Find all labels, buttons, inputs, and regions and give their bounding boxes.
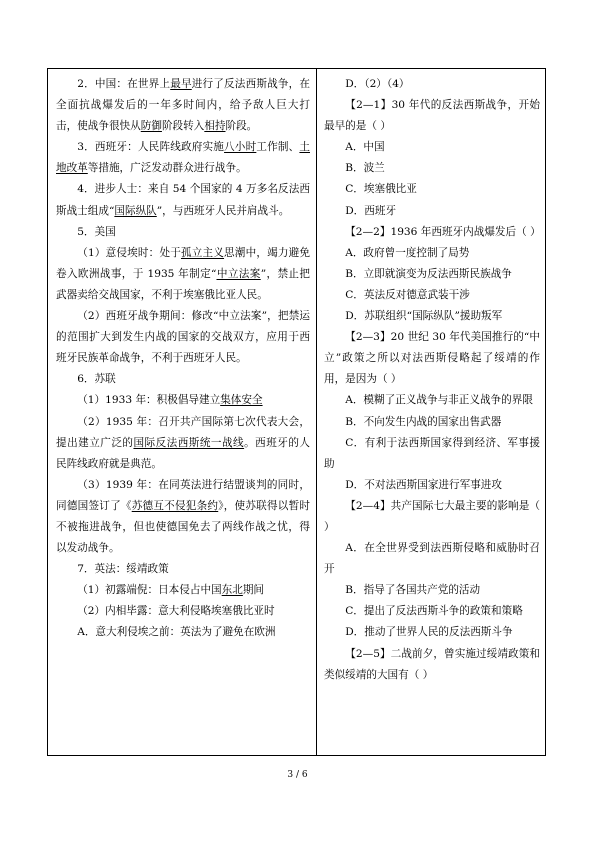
option-text: A．模糊了正义战争与非正义战争的界限: [345, 394, 533, 407]
option-text: D．苏联组织“国际纵队”援助叛军: [345, 310, 503, 323]
option-text: D．西班牙: [345, 204, 397, 217]
paragraph-ussr-1: （1）1933 年：积极倡导建立集体安全: [77, 394, 263, 407]
option-text: B．不向发生内战的国家出售武器: [345, 415, 502, 428]
option-text: D．不对法西斯国家进行军事进攻: [345, 478, 502, 491]
right-column: [324, 74, 540, 686]
heading-uk-france: 7．英法：绥靖政策: [77, 563, 169, 576]
option-text: C．英法反对德意武装干涉: [345, 288, 470, 301]
column-divider: [316, 68, 317, 756]
question-2-2: 【2—2】1936 年西班牙内战爆发后（ ）: [345, 225, 541, 238]
option-text: A．在全世界受到法西斯侵略和威胁时召开: [324, 542, 540, 576]
option-text: D．推动了世界人民的反法西斯斗争: [345, 626, 513, 639]
paragraph-usa-2: （2）西班牙战争期间：修改“中立法案”，把禁运的范围扩大到发生内战的国家的交战双方，应用于西班牙民族革命战争，不利于西班牙人民。: [56, 310, 310, 365]
paragraph-china: 2．中国：在世界上最早进行了反法西斯战争，在全面抗战爆发后的一年多时间内，给予敌人巨大打击，使战争很快从防御阶段转入相持阶段。: [56, 78, 310, 133]
page-number: 3 / 6: [287, 770, 308, 780]
option-text: A．中国: [345, 141, 385, 154]
heading-usa: 5．美国: [77, 225, 116, 238]
option-text: B．立即就演变为反法西斯民族战争: [345, 267, 512, 280]
question-2-1: 【2—1】30 年代的反法西斯战争，开始最早的是（ ）: [324, 99, 540, 133]
paragraph-appeasement-3: A．意大利侵埃之前：英法为了避免在欧洲: [77, 626, 276, 639]
paragraph-appeasement-1: （1）初露端倪：日本侵占中国东北期间: [77, 584, 265, 597]
paragraph-ussr-2: （2）1935 年：召开共产国际第七次代表大会，提出建立广泛的国际反法西斯统一战线。西班牙的人民阵线政府就是典范。: [56, 415, 311, 470]
paragraph-spain: 3．西班牙：人民阵线政府实施八小时工作制、土地改革等措施，广泛发动群众进行战争。: [56, 141, 310, 175]
question-2-4: 【2—4】共产国际七大最主要的影响是（ ）: [324, 499, 540, 533]
paragraph-usa-1: （1）意侵埃时：处于孤立主义思潮中，竭力避免卷入欧洲战事，于 1935 年制定“中立法案”，禁止把武器卖给交战国家，不利于埃塞俄比亚人民。: [56, 246, 310, 301]
option-text: B．指导了各国共产党的活动: [345, 584, 481, 597]
question-2-5: 【2—5】二战前夕，曾实施过绥靖政策和类似绥靖的大国有（ ）: [324, 647, 540, 681]
paragraph-appeasement-2: （2）内相毕露：意大利侵略埃塞俄比亚时: [77, 605, 275, 618]
option-text: C．有利于法西斯国家得到经济、军事援助: [324, 436, 540, 470]
option-text: A．政府曾一度控制了局势: [345, 246, 470, 259]
paragraph-ussr-3: （3）1939 年：在同英法进行结盟谈判的同时，同德国签订了《苏德互不侵犯条约》，使苏联得以暂时不被拖进战争，但也使德国免去了两线作战之忧，得以发动战争。: [56, 478, 311, 555]
option-text: D．（2）（4）: [345, 78, 410, 90]
heading-ussr: 6．苏联: [77, 373, 116, 386]
left-column: [56, 74, 310, 644]
option-text: C．埃塞俄比亚: [345, 183, 417, 196]
option-text: C．提出了反法西斯斗争的政策和策略: [345, 605, 523, 618]
question-2-3: 【2—3】20 世纪 30 年代美国推行的“中立”政策之所以对法西斯侵略起了绥靖的作用，是因为（ ）: [324, 331, 540, 386]
option-text: B．波兰: [345, 162, 385, 175]
paragraph-progressives: 4．进步人士：来自 54 个国家的 4 万多名反法西斯战士组成“国际纵队”，与西班牙人民并肩战斗。: [56, 183, 310, 217]
